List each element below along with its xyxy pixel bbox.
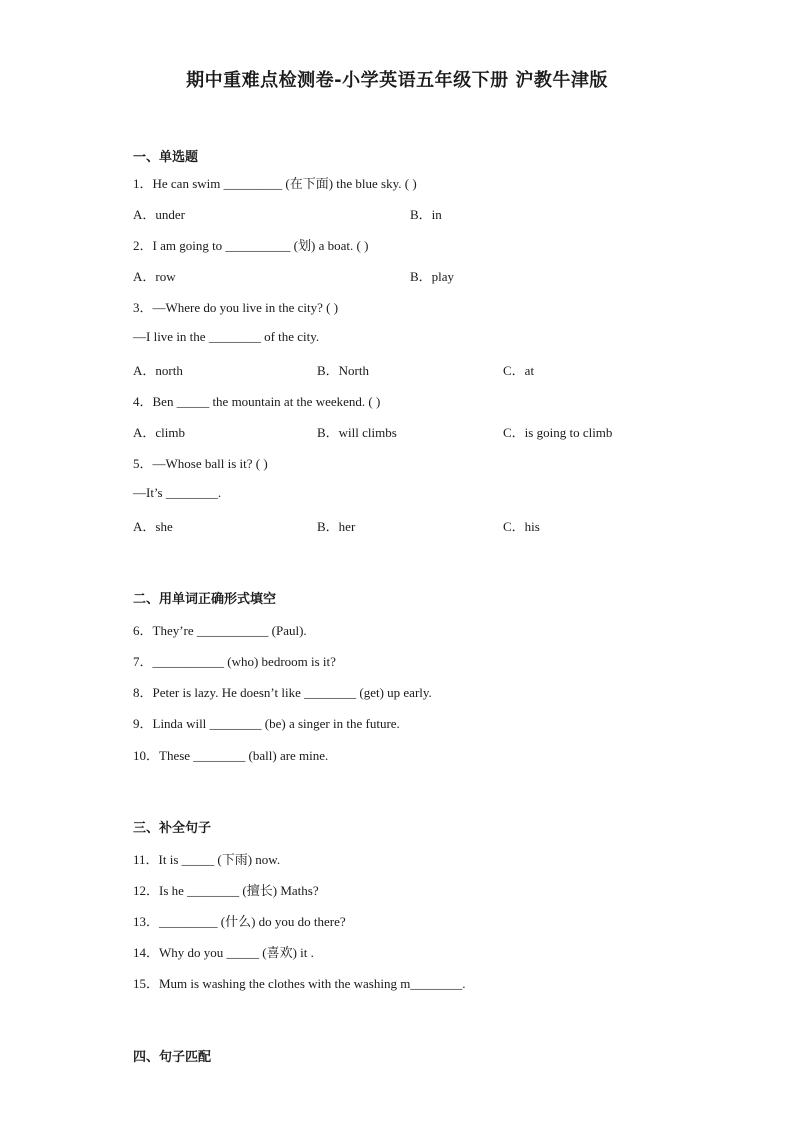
- question-7: 7．___________ (who) bedroom is it?: [133, 654, 336, 669]
- q2-option-b: B．play: [410, 269, 455, 284]
- question-6: 6．They’re ___________ (Paul).: [133, 623, 307, 638]
- q3-option-c: C．at: [503, 363, 535, 378]
- question-1: 1．He can swim _________ (在下面) the blue sky. ( ): [133, 176, 417, 191]
- question-3-line-2: —I live in the ________ of the city.: [133, 329, 320, 344]
- question-12: 12．Is he ________ (擅长) Maths?: [133, 883, 319, 898]
- section-heading-4: 四、句子匹配: [133, 1050, 212, 1065]
- question-2: 2．I am going to __________ (划) a boat. ( ): [133, 238, 369, 253]
- q1-option-b: B．in: [410, 207, 442, 222]
- q5-option-b: B．her: [317, 519, 356, 534]
- question-9: 9．Linda will ________ (be) a singer in the future.: [133, 716, 400, 731]
- question-13: 13．_________ (什么) do you do there?: [133, 914, 346, 929]
- section-heading-2: 二、用单词正确形式填空: [133, 592, 277, 607]
- q3-option-a: A．north: [133, 363, 183, 378]
- question-5: 5．—Whose ball is it? ( ): [133, 456, 268, 471]
- question-3: 3．—Where do you live in the city? ( ): [133, 300, 339, 315]
- q4-option-b: B．will climbs: [317, 425, 397, 440]
- page-title: 期中重难点检测卷-小学英语五年级下册 沪教牛津版: [186, 70, 608, 91]
- question-5-line-2: —It’s ________.: [133, 485, 222, 500]
- question-14: 14．Why do you _____ (喜欢) it .: [133, 945, 314, 960]
- question-8: 8．Peter is lazy. He doesn’t like ________ (get) up early.: [133, 685, 432, 700]
- q2-option-a: A．row: [133, 269, 176, 284]
- q4-option-c: C．is going to climb: [503, 425, 613, 440]
- section-heading-3: 三、补全句子: [133, 821, 212, 836]
- question-10: 10．These ________ (ball) are mine.: [133, 748, 329, 763]
- q1-option-a: A．under: [133, 207, 185, 222]
- q5-option-c: C．his: [503, 519, 540, 534]
- question-15: 15．Mum is washing the clothes with the washing m________.: [133, 976, 466, 991]
- section-heading-1: 一、单选题: [133, 150, 199, 165]
- question-4: 4．Ben _____ the mountain at the weekend. ( ): [133, 394, 381, 409]
- question-11: 11．It is _____ (下雨) now.: [133, 852, 281, 867]
- q4-option-a: A．climb: [133, 425, 185, 440]
- q3-option-b: B．North: [317, 363, 370, 378]
- q5-option-a: A．she: [133, 519, 173, 534]
